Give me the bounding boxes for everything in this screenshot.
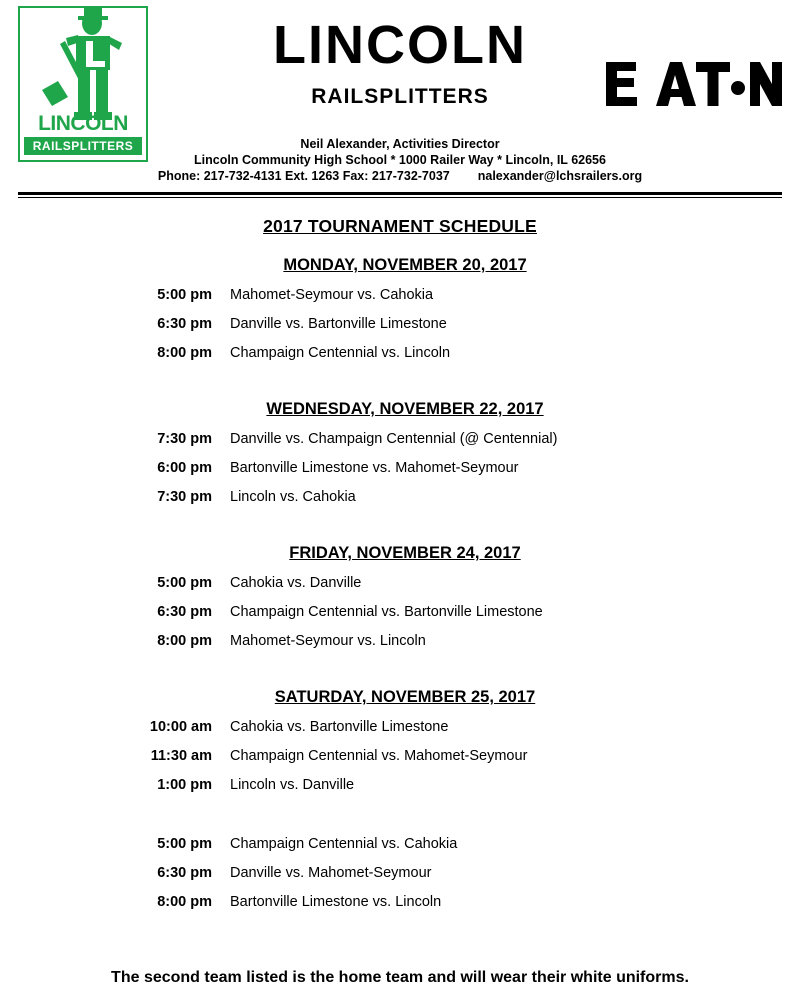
- game-matchup: Champaign Centennial vs. Mahomet-Seymour: [230, 748, 528, 764]
- game-time: 10:00 am: [149, 719, 212, 735]
- table-row: [0, 719, 800, 748]
- day-heading: SATURDAY, NOVEMBER 25, 2017: [274, 688, 536, 706]
- table-row: [0, 460, 800, 489]
- table-row: [0, 604, 800, 633]
- tournament-schedule: [0, 256, 800, 923]
- table-row: [0, 287, 800, 316]
- game-matchup: Lincoln vs. Cahokia: [230, 489, 356, 505]
- game-matchup: Cahokia vs. Danville: [230, 575, 362, 591]
- day-heading: MONDAY, NOVEMBER 20, 2017: [283, 256, 527, 274]
- letterhead-header: [0, 0, 800, 190]
- day-heading: WEDNESDAY, NOVEMBER 22, 2017: [266, 400, 544, 418]
- table-row: [0, 633, 800, 662]
- game-matchup: Bartonville Limestone vs. Lincoln: [230, 894, 442, 910]
- day-heading: FRIDAY, NOVEMBER 24, 2017: [289, 544, 521, 562]
- table-row: [0, 345, 800, 374]
- contact-line-director: Neil Alexander, Activities Director: [300, 137, 500, 151]
- eaton-sponsor-logo: [604, 62, 782, 106]
- game-matchup: Champaign Centennial vs. Bartonville Limestone: [230, 604, 543, 620]
- day-block-monday: [0, 256, 800, 374]
- game-time: 1:00 pm: [157, 777, 212, 793]
- game-time: 7:30 pm: [157, 489, 212, 505]
- table-row: [0, 748, 800, 777]
- table-row: [0, 489, 800, 518]
- contact-block: [0, 136, 800, 184]
- day-block-friday: [0, 544, 800, 662]
- logo-wordmark: LINCOLN: [38, 112, 128, 135]
- game-time: 5:00 pm: [157, 575, 212, 591]
- game-matchup: Danville vs. Champaign Centennial (@ Centennial): [230, 431, 558, 447]
- game-time: 5:00 pm: [157, 287, 212, 303]
- game-time: 7:30 pm: [157, 431, 212, 447]
- header-divider: [18, 192, 782, 200]
- page-title-school: LINCOLN: [273, 15, 527, 75]
- game-time: 8:00 pm: [157, 894, 212, 910]
- session-spacer: [0, 806, 800, 836]
- game-time: 5:00 pm: [157, 836, 212, 852]
- divider-thick-line: [18, 192, 782, 195]
- game-time: 8:00 pm: [157, 633, 212, 649]
- footnote: The second team listed is the home team and will wear their white uniforms.: [111, 969, 689, 986]
- day-block-saturday: [0, 688, 800, 923]
- game-time: 6:30 pm: [157, 604, 212, 620]
- game-matchup: Mahomet-Seymour vs. Cahokia: [230, 287, 434, 303]
- table-row: [0, 777, 800, 806]
- game-time: 8:00 pm: [157, 345, 212, 361]
- game-matchup: Danville vs. Mahomet-Seymour: [230, 865, 432, 881]
- table-row: [0, 575, 800, 604]
- page-subtitle-mascot: RAILSPLITTERS: [311, 85, 489, 108]
- railsplitter-mascot-icon: [20, 8, 146, 124]
- day-block-wednesday: [0, 400, 800, 518]
- game-matchup: Lincoln vs. Danville: [230, 777, 355, 793]
- game-time: 6:30 pm: [157, 865, 212, 881]
- table-row: [0, 894, 800, 923]
- game-matchup: Mahomet-Seymour vs. Lincoln: [230, 633, 426, 649]
- table-row: [0, 865, 800, 894]
- contact-email[interactable]: nalexander@lchsrailers.org: [477, 169, 643, 183]
- section-spacer: [0, 374, 800, 400]
- contact-line-phone-email: [0, 168, 800, 184]
- page-title: 2017 TOURNAMENT SCHEDULE: [263, 216, 537, 236]
- game-matchup: Danville vs. Bartonville Limestone: [230, 316, 447, 332]
- table-row: [0, 431, 800, 460]
- game-matchup: Cahokia vs. Bartonville Limestone: [230, 719, 449, 735]
- section-spacer: [0, 518, 800, 544]
- table-row: [0, 836, 800, 865]
- divider-thin-line: [18, 197, 782, 198]
- game-matchup: Champaign Centennial vs. Lincoln: [230, 345, 451, 361]
- contact-line-address: Lincoln Community High School * 1000 Railer Way * Lincoln, IL 62656: [194, 153, 606, 167]
- game-time: 11:30 am: [150, 748, 212, 764]
- contact-phone-fax: Phone: 217-732-4131 Ext. 1263 Fax: 217-732-7037: [157, 169, 450, 183]
- table-row: [0, 316, 800, 345]
- game-matchup: Bartonville Limestone vs. Mahomet-Seymour: [230, 460, 519, 476]
- game-time: 6:30 pm: [157, 316, 212, 332]
- game-matchup: Champaign Centennial vs. Cahokia: [230, 836, 458, 852]
- section-spacer: [0, 662, 800, 688]
- logo-subwordmark: RAILSPLITTERS: [24, 137, 142, 155]
- game-time: 6:00 pm: [157, 460, 212, 476]
